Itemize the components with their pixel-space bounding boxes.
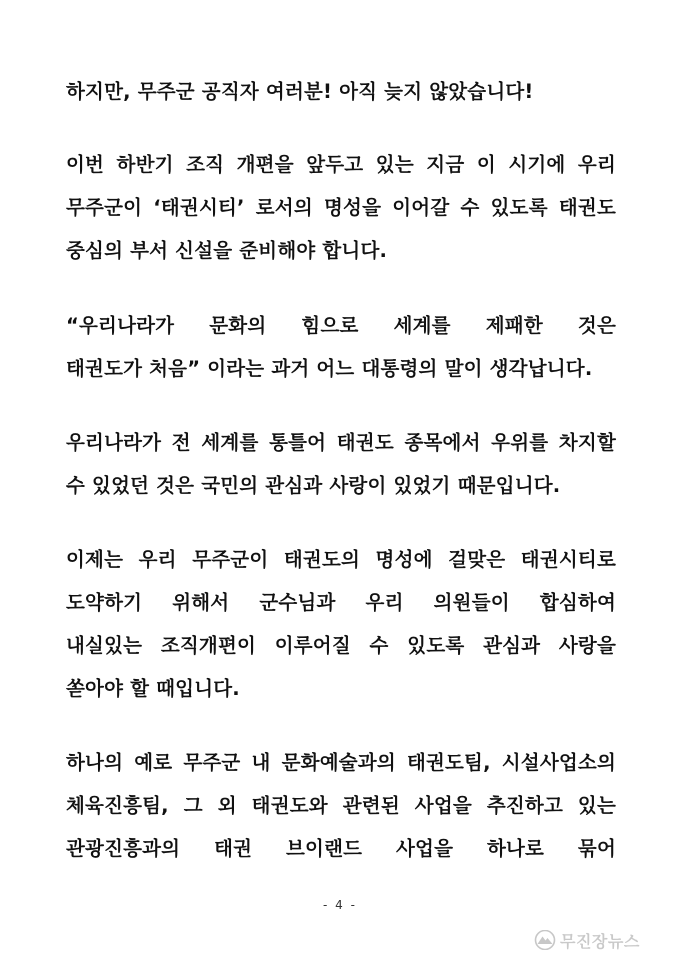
paragraph-6-line-2: 체육진흥팀, 그 외 태권도와 관련된 사업을 추진하고 있는 <box>66 794 616 817</box>
paragraph-6-line-1: 하나의 예로 무주군 내 문화예술과의 태권도팀, 시설사업소의 <box>66 751 616 774</box>
paragraph-3-line-1: “우리나라가 문화의 힘으로 세계를 제패한 것은 <box>66 314 616 337</box>
paragraph-4-line-2: 수 있었던 것은 국민의 관심과 사랑이 있었기 때문입니다. <box>66 474 561 497</box>
page-number: - 4 - <box>323 898 357 912</box>
paragraph-6-line-3: 관광진흥과의 태권 브이랜드 사업을 하나로 묶어 <box>66 837 616 860</box>
mountain-logo-icon <box>534 930 556 950</box>
paragraph-5-line-1: 이제는 우리 무주군이 태권도의 명성에 걸맞은 태권시티로 <box>66 548 616 571</box>
watermark <box>534 928 640 952</box>
paragraph-2-line-1: 이번 하반기 조직 개편을 앞두고 있는 지금 이 시기에 우리 <box>66 153 616 176</box>
paragraph-4-line-1: 우리나라가 전 세계를 통틀어 태권도 종목에서 우위를 차지할 <box>66 431 616 454</box>
paragraph-1-line-1: 하지만, 무주군 공직자 여러분! 아직 늦지 않았습니다! <box>66 80 534 103</box>
paragraph-3-line-2: 태권도가 처음” 이라는 과거 어느 대통령의 말이 생각납니다. <box>66 357 593 380</box>
paragraph-5-line-2: 도약하기 위해서 군수님과 우리 의원들이 합심하여 <box>66 591 616 614</box>
paragraph-2-line-2: 무주군이 ‘태권시티’ 로서의 명성을 이어갈 수 있도록 태권도 <box>66 196 616 219</box>
paragraph-5-line-3: 내실있는 조직개편이 이루어질 수 있도록 관심과 사랑을 <box>66 634 616 657</box>
paragraph-5-line-4: 쏟아야 할 때입니다. <box>66 677 240 700</box>
paragraph-2-line-3: 중심의 부서 신설을 준비해야 합니다. <box>66 239 388 262</box>
watermark-text: 무진장뉴스 <box>560 931 640 951</box>
